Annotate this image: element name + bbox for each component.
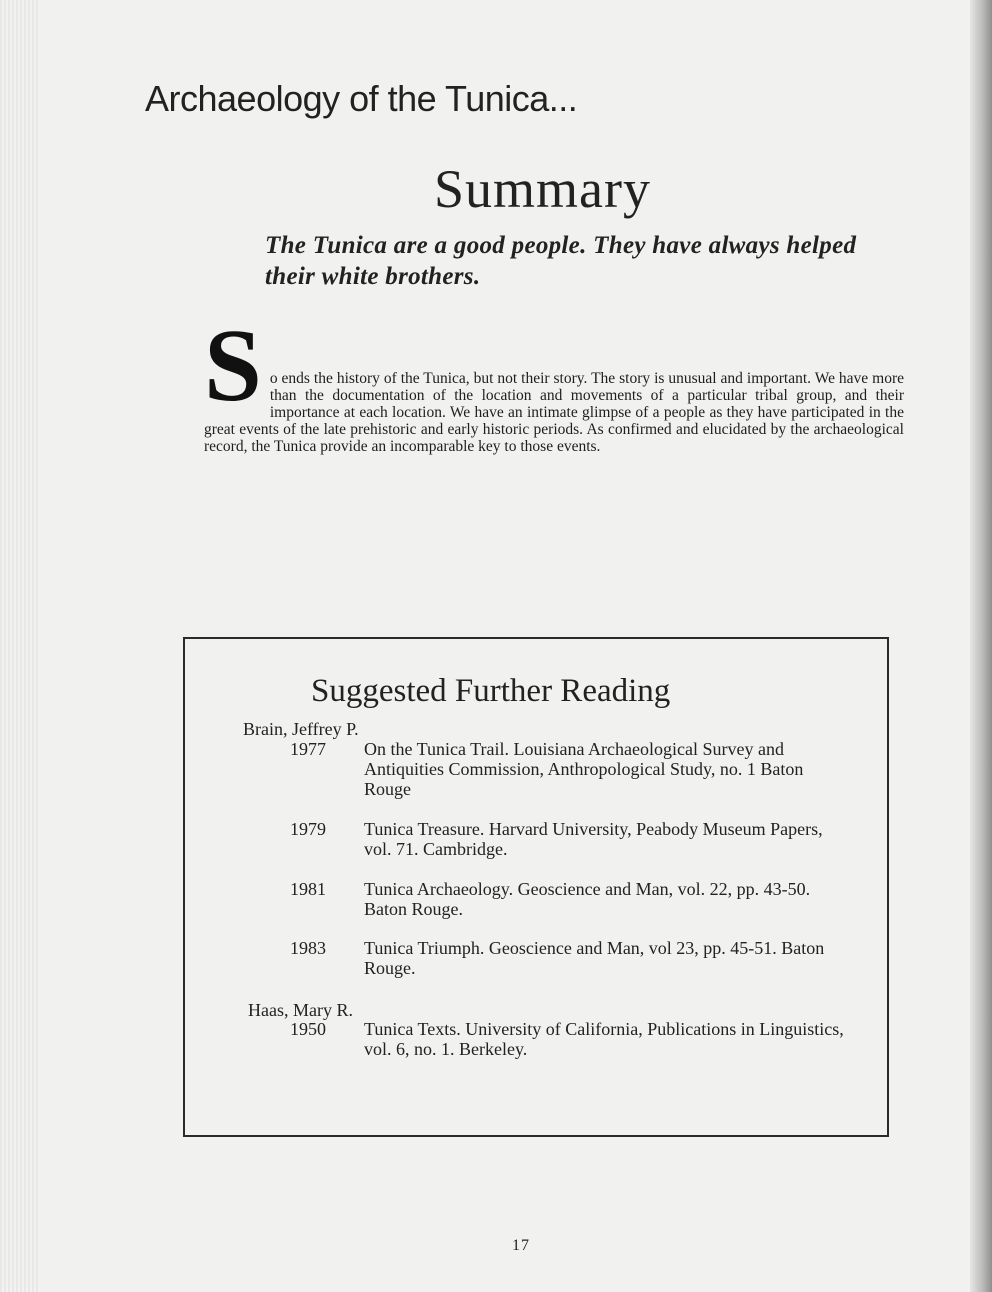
entry-citation: Tunica Treasure. Harvard University, Peabody Museum Papers, vol. 71. Cambridge. <box>364 819 823 859</box>
entry-citation: Tunica Texts. University of California, Publications in Linguistics, vol. 6, no. 1. Berkeley. <box>364 1019 844 1059</box>
author-name: Brain, Jeffrey P. <box>243 719 359 739</box>
section-title: Summary <box>434 159 651 219</box>
entry-year: 1950 <box>290 1019 326 1039</box>
entry-citation: Tunica Triumph. Geoscience and Man, vol 23, pp. 45-51. Baton Rouge. <box>364 938 825 978</box>
entry-year: 1983 <box>290 938 326 958</box>
page-number: 17 <box>512 1237 530 1254</box>
summary-body-text: o ends the history of the Tunica, but not their story. The story is unusual and important. We have more than the documentation of the location and movements of a particular tribal group, and their importance at each location. We have an intimate glimpse of a people as they have participated in the great events of the late prehistoric and early historic periods. As confirmed and elucidated by the archaeological record, the Tunica provide an incomparable key to those events. <box>204 370 904 455</box>
author-name: Haas, Mary R. <box>248 1000 353 1020</box>
entry-year: 1979 <box>290 819 326 839</box>
entry-citation: Tunica Archaeology. Geoscience and Man, vol. 22, pp. 43-50. Baton Rouge. <box>364 879 811 919</box>
summary-paragraph <box>204 308 904 455</box>
book-gutter-shadow <box>970 0 992 1292</box>
page-stack-edge <box>0 0 40 1292</box>
entry-year: 1981 <box>290 879 326 899</box>
drop-cap-letter: S <box>204 308 262 423</box>
further-reading-box <box>183 637 889 1137</box>
entry-year: 1977 <box>290 739 326 759</box>
entry-citation: On the Tunica Trail. Louisiana Archaeological Survey and Antiquities Commission, Anthropological Study, no. 1 Baton Rouge <box>364 739 804 799</box>
running-head: Archaeology of the Tunica... <box>145 78 578 119</box>
further-reading-title: Suggested Further Reading <box>311 673 671 709</box>
epigraph-quote: The Tunica are a good people. They have always helped their white brothers. <box>265 232 857 290</box>
